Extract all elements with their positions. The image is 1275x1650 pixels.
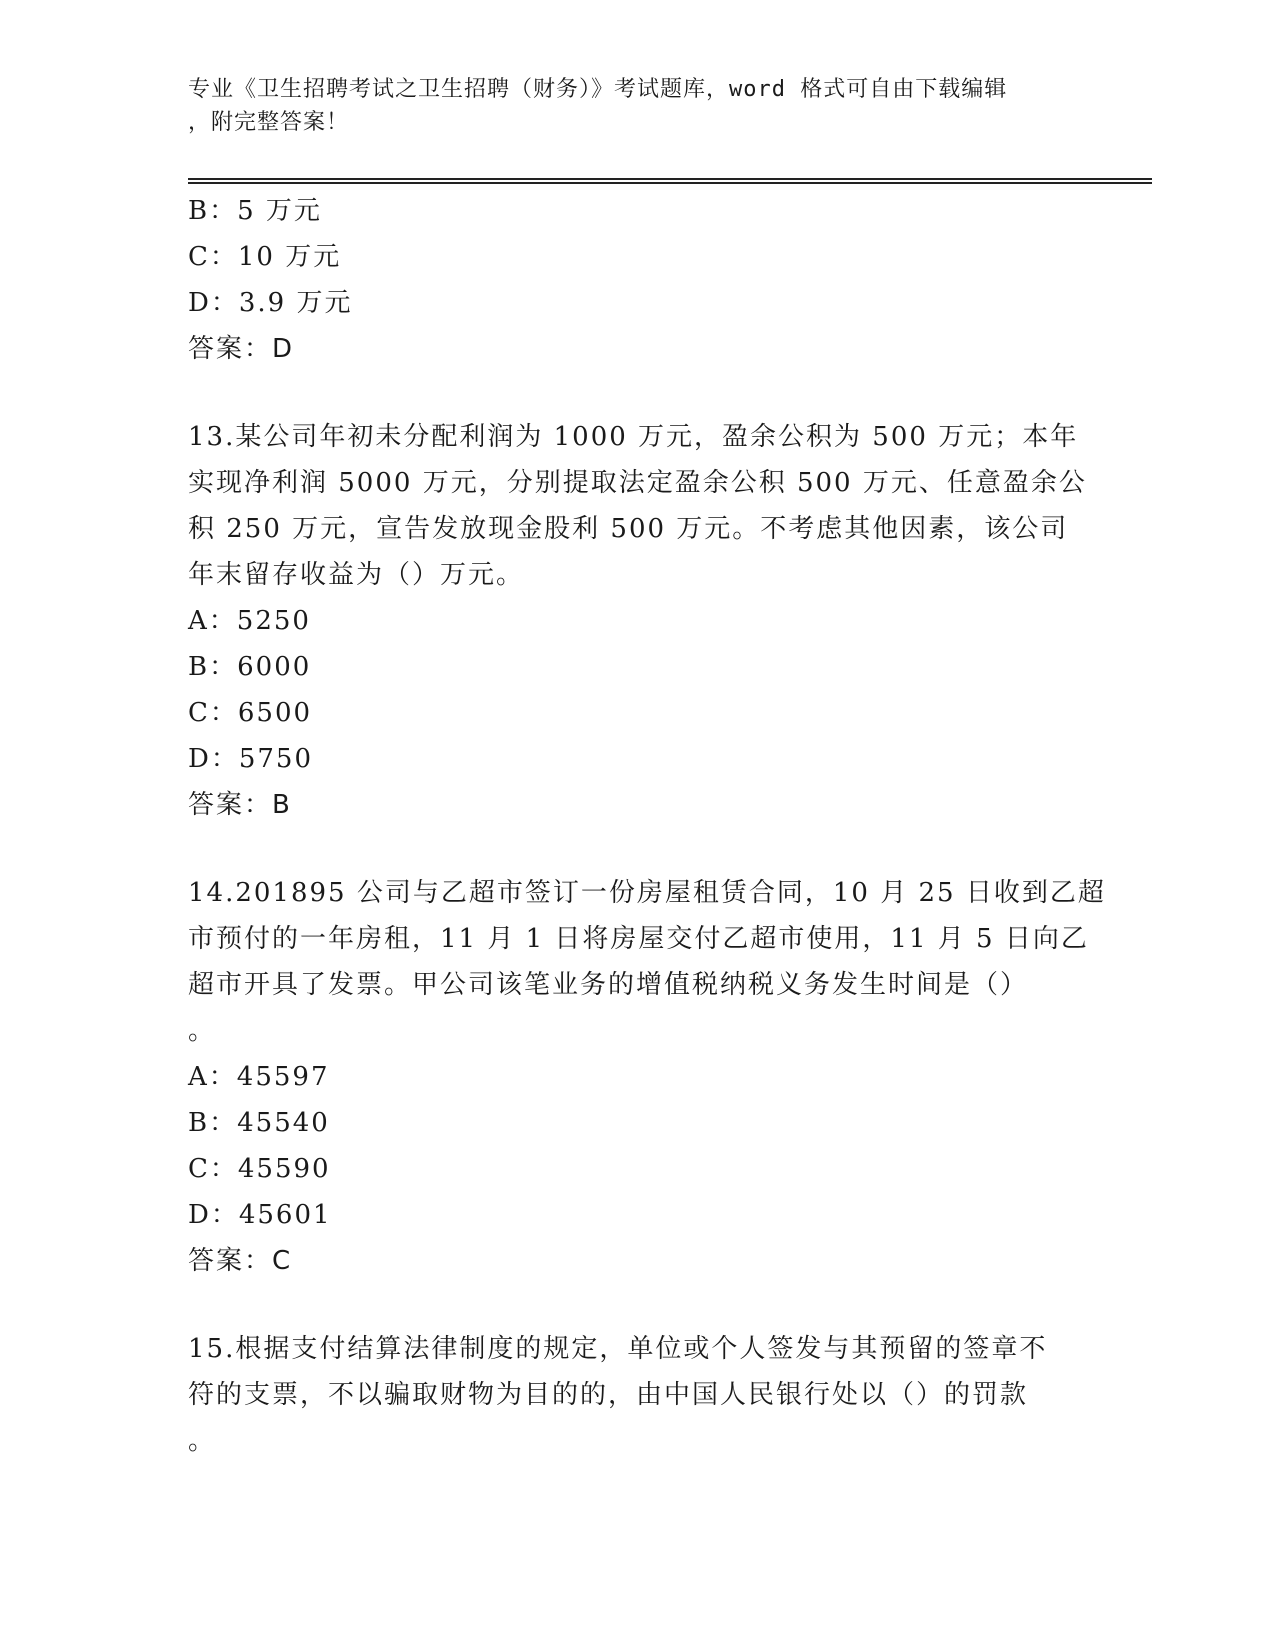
option-c: C：6500: [188, 698, 313, 728]
question-text-line: 。: [188, 1016, 217, 1046]
question-text-line: 符的支票，不以骗取财物为目的的，由中国人民银行处以（）的罚款: [188, 1380, 1029, 1410]
option-b: B：45540: [188, 1108, 330, 1138]
page-header: [188, 73, 1088, 139]
question-13: [188, 414, 1088, 828]
option-c: C：45590: [188, 1154, 331, 1184]
option-d: D：45601: [188, 1200, 332, 1230]
answer: 答案：B: [188, 790, 292, 820]
question-text-line: 15.根据支付结算法律制度的规定，单位或个人签发与其预留的签章不: [188, 1334, 1048, 1364]
header-divider-top: [188, 178, 1152, 180]
header-line-2: ，附完整答案！: [188, 110, 350, 135]
option-c: C：10 万元: [188, 242, 342, 272]
question-text-line: 13.某公司年初未分配利润为 1000 万元，盈余公积为 500 万元；本年: [188, 422, 1079, 452]
header-divider-bottom: [188, 182, 1152, 184]
option-d: D：5750: [188, 744, 314, 774]
document-body: [188, 188, 1106, 1464]
option-a: A：45597: [188, 1062, 330, 1092]
question-12: [188, 188, 1088, 372]
option-b: B：5 万元: [188, 196, 322, 226]
question-text-line: 14.201895 公司与乙超市签订一份房屋租赁合同，10 月 25 日收到乙超: [188, 878, 1106, 908]
option-b: B：6000: [188, 652, 312, 682]
question-text-line: 市预付的一年房租，11 月 1 日将房屋交付乙超市使用，11 月 5 日向乙: [188, 924, 1089, 954]
question-14: [188, 870, 1106, 1284]
question-text-line: 超市开具了发票。甲公司该笔业务的增值税纳税义务发生时间是（）: [188, 970, 1029, 1000]
question-text-line: 。: [188, 1426, 217, 1456]
question-text-line: 积 250 万元，宣告发放现金股利 500 万元。不考虑其他因素，该公司: [188, 514, 1069, 544]
answer: 答案：D: [188, 334, 295, 364]
header-line-1: 专业《卫生招聘考试之卫生招聘（财务）》考试题库，word 格式可自由下载编辑: [188, 77, 1008, 102]
option-d: D：3.9 万元: [188, 288, 353, 318]
answer: 答案：C: [188, 1246, 293, 1276]
question-15: [188, 1326, 1088, 1464]
option-a: A：5250: [188, 606, 311, 636]
question-text-line: 实现净利润 5000 万元，分别提取法定盈余公积 500 万元、任意盈余公: [188, 468, 1087, 498]
question-text-line: 年末留存收益为（）万元。: [188, 560, 525, 590]
